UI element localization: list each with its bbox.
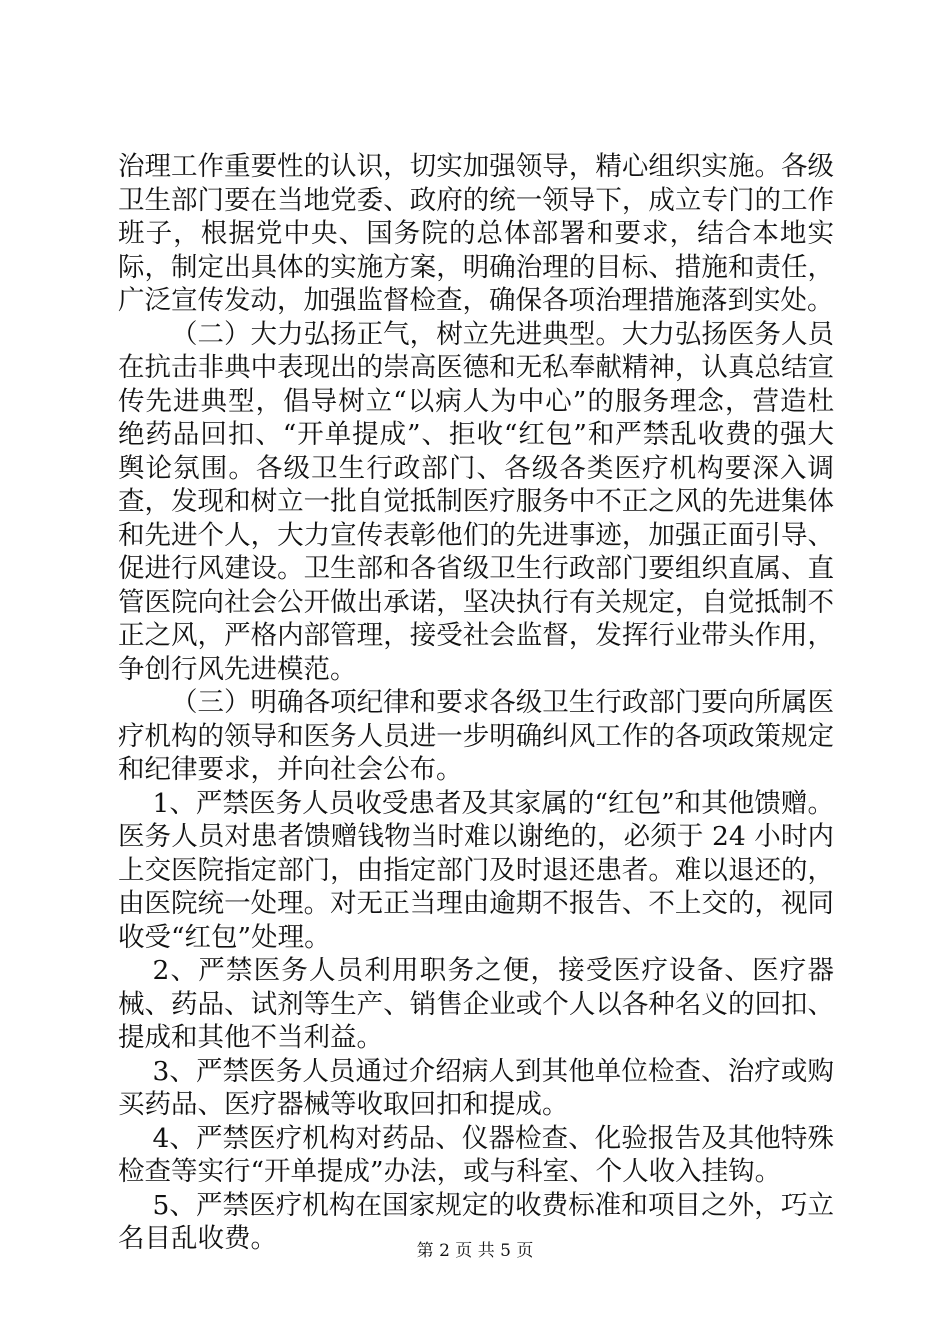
paragraph-rule-5: 5、严禁医疗机构在国家规定的收费标准和项目之外，巧立名目乱收费。 <box>118 1189 834 1254</box>
paragraph-rule-1: 1、严禁医务人员收受患者及其家属的“红包”和其他馈赠。医务人员对患者馈赠钱物当时难以谢绝的，必须于 24 小时内上交医院指定部门，由指定部门及时退还患者。难以退还的，由医院统一处理。对无正当理由逾期不报告、不上交的，视同收受“红包”处理。 <box>118 787 834 953</box>
paragraph-section-three: （三）明确各项纪律和要求各级卫生行政部门要向所属医疗机构的领导和医务人员进一步明确纠风工作的各项政策规定和纪律要求，并向社会公布。 <box>118 687 834 785</box>
paragraph-section-two: （二）大力弘扬正气，树立先进典型。大力弘扬医务人员在抗击非典中表现出的崇高医德和无私奉献精神，认真总结宣传先进典型，倡导树立“以病人为中心”的服务理念，营造杜绝药品回扣、“开单提成”、拒收“红包”和严禁乱收费的强大舆论氛围。各级卫生行政部门、各级各类医疗机构要深入调查，发现和树立一批自觉抵制医疗服务中不正之风的先进集体和先进个人，大力宣传表彰他们的先进事迹，加强正面引导、促进行风建设。卫生部和各省级卫生行政部门要组织直属、直管医院向社会公开做出承诺，坚决执行有关规定，自觉抵制不正之风，严格内部管理，接受社会监督，发挥行业带头作用，争创行风先进模范。 <box>118 318 834 685</box>
paragraph-rule-3: 3、严禁医务人员通过介绍病人到其他单位检查、治疗或购买药品、医疗器械等收取回扣和提成。 <box>118 1055 834 1120</box>
page-number-footer: 第 2 页 共 5 页 <box>416 1241 534 1261</box>
paragraph-continuation: 治理工作重要性的认识，切实加强领导，精心组织实施。各级卫生部门要在当地党委、政府的统一领导下，成立专门的工作班子，根据党中央、国务院的总体部署和要求，结合本地实际，制定出具体的实施方案，明确治理的目标、措施和责任，广泛宣传发动，加强监督检查，确保各项治理措施落到实处。 <box>118 151 834 316</box>
document-body <box>118 150 834 1256</box>
paragraph-rule-2: 2、严禁医务人员利用职务之便，接受医疗设备、医疗器械、药品、试剂等生产、销售企业或个人以各种名义的回扣、提成和其他不当利益。 <box>118 955 834 1053</box>
paragraph-rule-4: 4、严禁医疗机构对药品、仪器检查、化验报告及其他特殊检查等实行“开单提成”办法，或与科室、个人收入挂钩。 <box>118 1122 834 1187</box>
